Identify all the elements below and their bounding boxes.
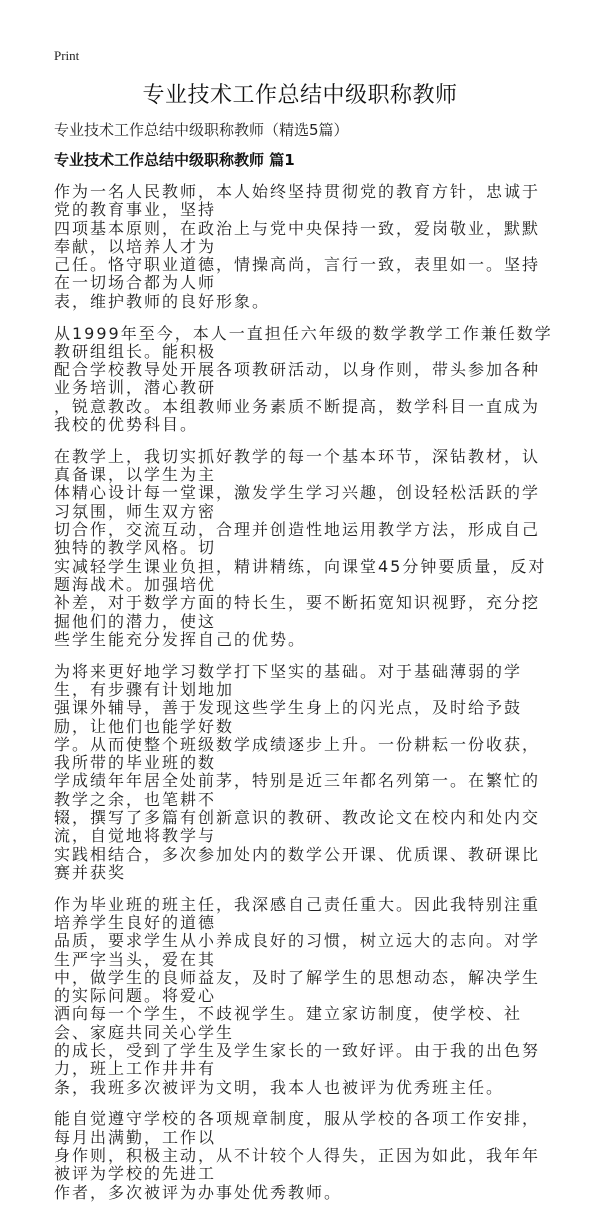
paragraph-line: 切合作，交流互动，合理并创造性地运用教学方法，形成自己独特的教学风格。切 <box>54 520 541 558</box>
paragraph <box>54 896 554 1097</box>
paragraph-line: 作为毕业班的班主任，我深感自己责任重大。因此我特别注重培养学生良好的道德 <box>54 894 541 932</box>
paragraph-line: 四项基本原则，在政治上与党中央保持一致，爱岗敬业，默默奉献，以培养人才为 <box>54 218 541 256</box>
paragraph-line: 身作则，积极主动，从不计较个人得失，正因为如此，我年年被评为学校的先进工 <box>54 1146 541 1184</box>
paragraph-line: 品质，要求学生从小养成良好的习惯，树立远大的志向。对学生严字当头，爱在其 <box>54 931 541 969</box>
paragraph-line: 洒向每一个学生，不歧视学生。建立家访制度，使学校、社会、家庭共同关心学生 <box>54 1004 523 1042</box>
paragraph-line: 学成绩年年居全处前茅，特别是近三年都名列第一。在繁忙的教学之余，也笔耕不 <box>54 771 541 809</box>
paragraph <box>54 183 554 311</box>
paragraph-line: ，锐意教改。本组教师业务素质不断提高，数学科目一直成为我校的优势科目。 <box>54 396 541 435</box>
paragraph-line: 从1999年至今，本人一直担任六年级的数学教学工作兼任数学教研组组长。能积极 <box>54 323 553 361</box>
paragraph <box>54 663 554 883</box>
paragraph-line: 辍，撰写了多篇有创新意识的教研、教改论文在校内和处内交流，自觉地将教学与 <box>54 808 541 846</box>
paragraph-line: 作为一名人民教师，本人始终坚持贯彻党的教育方针，忠诚于党的教育事业，坚持 <box>54 182 541 220</box>
subtitle: 专业技术工作总结中级职称教师（精选5篇） <box>54 121 349 139</box>
paragraph-line: 己任。恪守职业道德，情操高尚，言行一致，表里如一。坚持在一切场合都为人师 <box>54 255 541 293</box>
paragraph <box>54 448 554 649</box>
paragraph-line: 些学生能充分发挥自己的优势。 <box>54 629 307 649</box>
paragraph-line: 学。从而使整个班级数学成绩逐步上升。一份耕耘一份收获，我所带的毕业班的数 <box>54 734 541 773</box>
paragraph-line: 强课外辅导，善于发现这些学生身上的闪光点，及时给予鼓励，让他们也能学好数 <box>54 698 523 736</box>
paragraph-line: 的成长，受到了学生及学生家长的一致好评。由于我的出色努力，班上工作井井有 <box>54 1041 541 1079</box>
paragraph-line: 中，做学生的良师益友，及时了解学生的思想动态，解决学生的实际问题。将爱心 <box>54 967 541 1006</box>
paragraph-line: 条，我班多次被评为文明，我本人也被评为优秀班主任。 <box>54 1077 505 1097</box>
paragraph <box>54 1110 554 1201</box>
paragraph-line: 补差，对于数学方面的特长生，要不断拓宽知识视野，充分挖掘他们的潜力，使这 <box>54 593 541 631</box>
paragraph-line: 在教学上，我切实抓好教学的每一个基本环节，深钻教材，认真备课，以学生为主 <box>54 446 541 485</box>
paragraph <box>54 325 554 435</box>
paragraph-line: 配合学校教导处开展各项教研活动，以身作则，带头参加各种业务培训，潜心教研 <box>54 360 541 398</box>
document-body <box>54 183 554 1215</box>
paragraph-line: 实减轻学生课业负担，精讲精练，向课堂45分钟要质量，反对题海战术。加强培优 <box>54 556 547 594</box>
paragraph-line: 为将来更好地学习数学打下坚实的基础。对于基础薄弱的学生，有步骤有计划地加 <box>54 661 523 699</box>
paragraph-line: 体精心设计每一堂课，激发学生学习兴趣，创设轻松活跃的学习氛围，师生双方密 <box>54 483 541 521</box>
section-heading: 专业技术工作总结中级职称教师 篇1 <box>54 151 295 169</box>
paragraph-line: 能自觉遵守学校的各项规章制度，服从学校的各项工作安排，每月出满勤，工作以 <box>54 1109 541 1147</box>
paragraph-line: 表，维护教师的良好形象。 <box>54 291 271 311</box>
paragraph-line: 实践相结合，多次参加处内的数学公开课、优质课、教研课比赛并获奖 <box>54 844 541 882</box>
print-link[interactable]: Print <box>54 48 80 63</box>
paragraph-line: 作者，多次被评为办事处优秀教师。 <box>54 1182 343 1202</box>
page-title: 专业技术工作总结中级职称教师 <box>142 83 458 108</box>
